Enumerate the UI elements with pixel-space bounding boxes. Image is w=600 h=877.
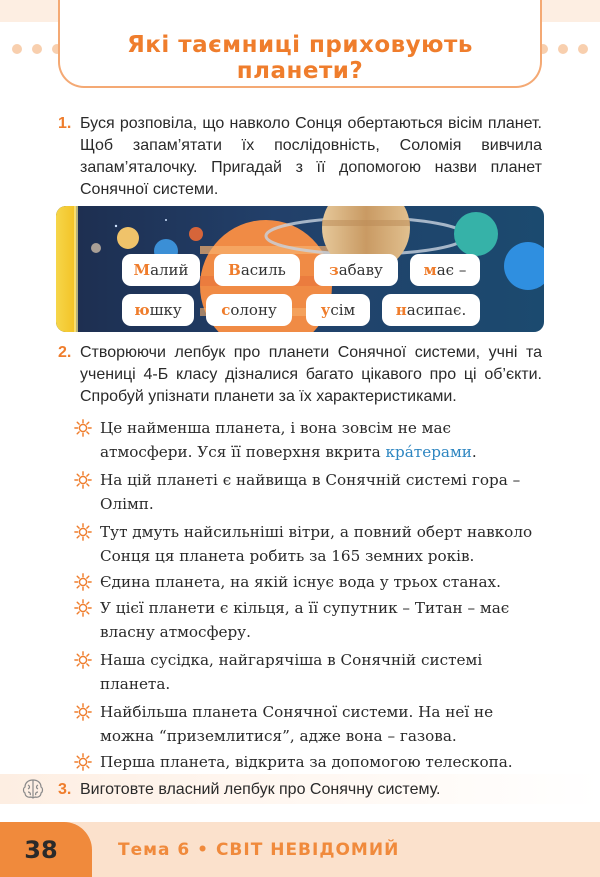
sun-bullet-icon: [74, 753, 92, 771]
clue-text: У цієї планети є кільця, а її супутник – Титан – має власну атмосферу.: [100, 599, 510, 641]
neptune: [504, 242, 544, 290]
sun-bullet-icon: [74, 471, 92, 489]
task-text: Виготовте власний лепбук про Сонячну систему.: [80, 781, 441, 798]
uranus: [454, 212, 498, 256]
task-text: Буся розповіла, що навколо Сонця обертаються вісім планет. Щоб запам’ятати їх послідовність, Соломія вивчила запам’яталочку. Пригадай з її допомогою назви планет Сонячної системи.: [80, 115, 542, 198]
task-number: 3.: [58, 781, 72, 798]
mnemonic-word: юшку: [122, 294, 194, 326]
mars: [189, 227, 203, 241]
brain-icon: [20, 776, 46, 802]
clue-text: Наша сусідка, найгарячіша в Сонячній системі планета.: [100, 651, 483, 693]
task-1: [58, 113, 542, 203]
clue-text: На цій планеті є найвища в Сонячній системі гора – Олімп.: [100, 471, 521, 513]
page-number: 38: [24, 836, 58, 864]
clue-text: Перша планета, відкрита за допомогою телескопа.: [100, 753, 513, 771]
clue-text: Це найменша планета, і вона зовсім не має атмосфери. Уся її поверхня вкрита кра́терами.: [100, 419, 477, 461]
decor-dots-right: [538, 44, 588, 54]
sun-edge: [56, 206, 76, 332]
planets-banner: [56, 206, 544, 332]
footer-theme-title: Тема 6 • СВІТ НЕВІДОМИЙ: [118, 840, 400, 860]
sun-bullet-icon: [74, 651, 92, 669]
mnemonic-word: солону: [206, 294, 292, 326]
sun-bullet-icon: [74, 523, 92, 541]
mercury: [91, 243, 101, 253]
mnemonic-word: насипає.: [382, 294, 480, 326]
task-3: [58, 779, 542, 803]
decor-dots-left: [12, 44, 62, 54]
sun-bullet-icon: [74, 419, 92, 437]
title-frame: [58, 0, 542, 88]
sun-bullet-icon: [74, 599, 92, 617]
page-title: Які таємниці приховують планети?: [127, 32, 473, 84]
mnemonic-word: Василь: [214, 254, 300, 286]
mnemonic-word: забаву: [314, 254, 398, 286]
glossary-term: кра́терами: [385, 443, 472, 461]
clue-text: Найбільша планета Сонячної системи. На неї не можна “приземлитися”, адже вона – газова.: [100, 703, 494, 745]
mnemonic-word: усім: [306, 294, 370, 326]
clue-text: Єдина планета, на якій існує вода у трьох станах.: [100, 573, 501, 591]
mnemonic-word: має –: [410, 254, 480, 286]
sun-bullet-icon: [74, 573, 92, 591]
task-number: 2.: [58, 344, 72, 361]
mnemonic-word: Малий: [122, 254, 200, 286]
task-2: [58, 342, 542, 412]
task-number: 1.: [58, 115, 72, 132]
sun-bullet-icon: [74, 703, 92, 721]
clue-text: Тут дмуть найсильніші вітри, а повний оберт навколо Сонця ця планета робить за 165 земних років.: [100, 523, 533, 565]
task-text: Створюючи лепбук про планети Сонячної системи, учні та учениці 4-Б класу дізналися багато цікавого про ці об’єкти. Спробуй упізнати планети за їх характеристиками.: [80, 344, 542, 405]
venus: [117, 227, 139, 249]
